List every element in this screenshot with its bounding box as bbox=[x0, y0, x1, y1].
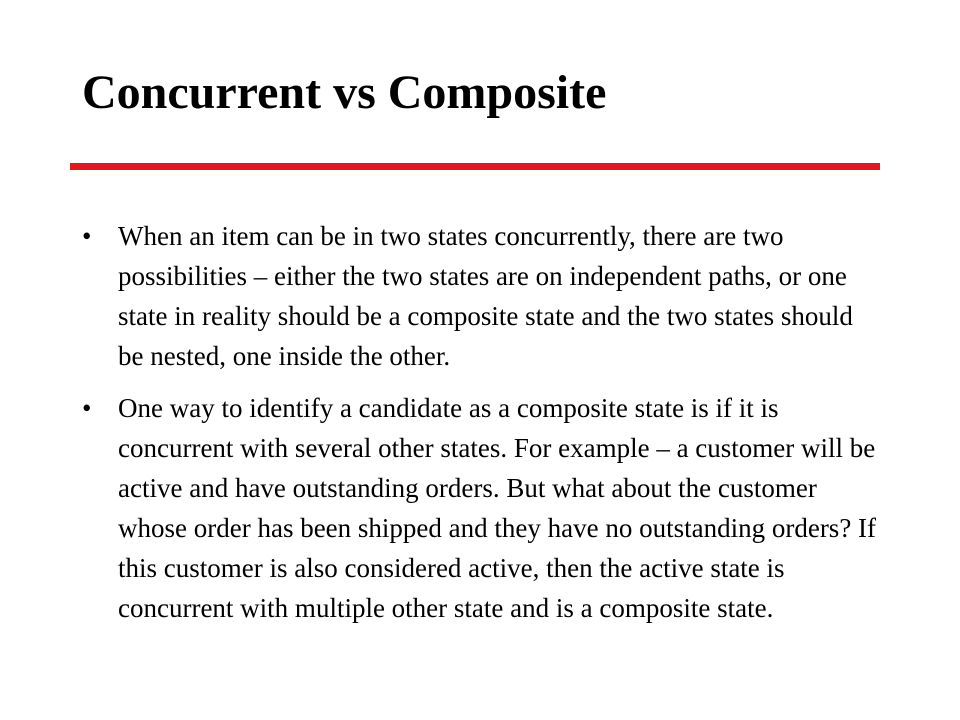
bullet-marker: • bbox=[82, 393, 92, 423]
slide-title: Concurrent vs Composite bbox=[82, 66, 607, 119]
bullet-item bbox=[82, 388, 882, 628]
bullet-list bbox=[82, 216, 882, 640]
title-underline bbox=[70, 163, 880, 170]
bullet-item bbox=[82, 216, 882, 376]
bullet-marker: • bbox=[82, 221, 92, 251]
bullet-text: When an item can be in two states concurrently, there are two possibilities – either the two states are on independent paths, or one state in reality should be a composite state and the two states should be nested, one inside the other. bbox=[118, 221, 853, 371]
bullet-text: One way to identify a candidate as a composite state is if it is concurrent with several other states. For example – a customer will be active and have outstanding orders. But what about the customer whose order has been shipped and they have no outstanding orders? If this customer is also considered active, then the active state is concurrent with multiple other state and is a composite state. bbox=[118, 393, 877, 623]
